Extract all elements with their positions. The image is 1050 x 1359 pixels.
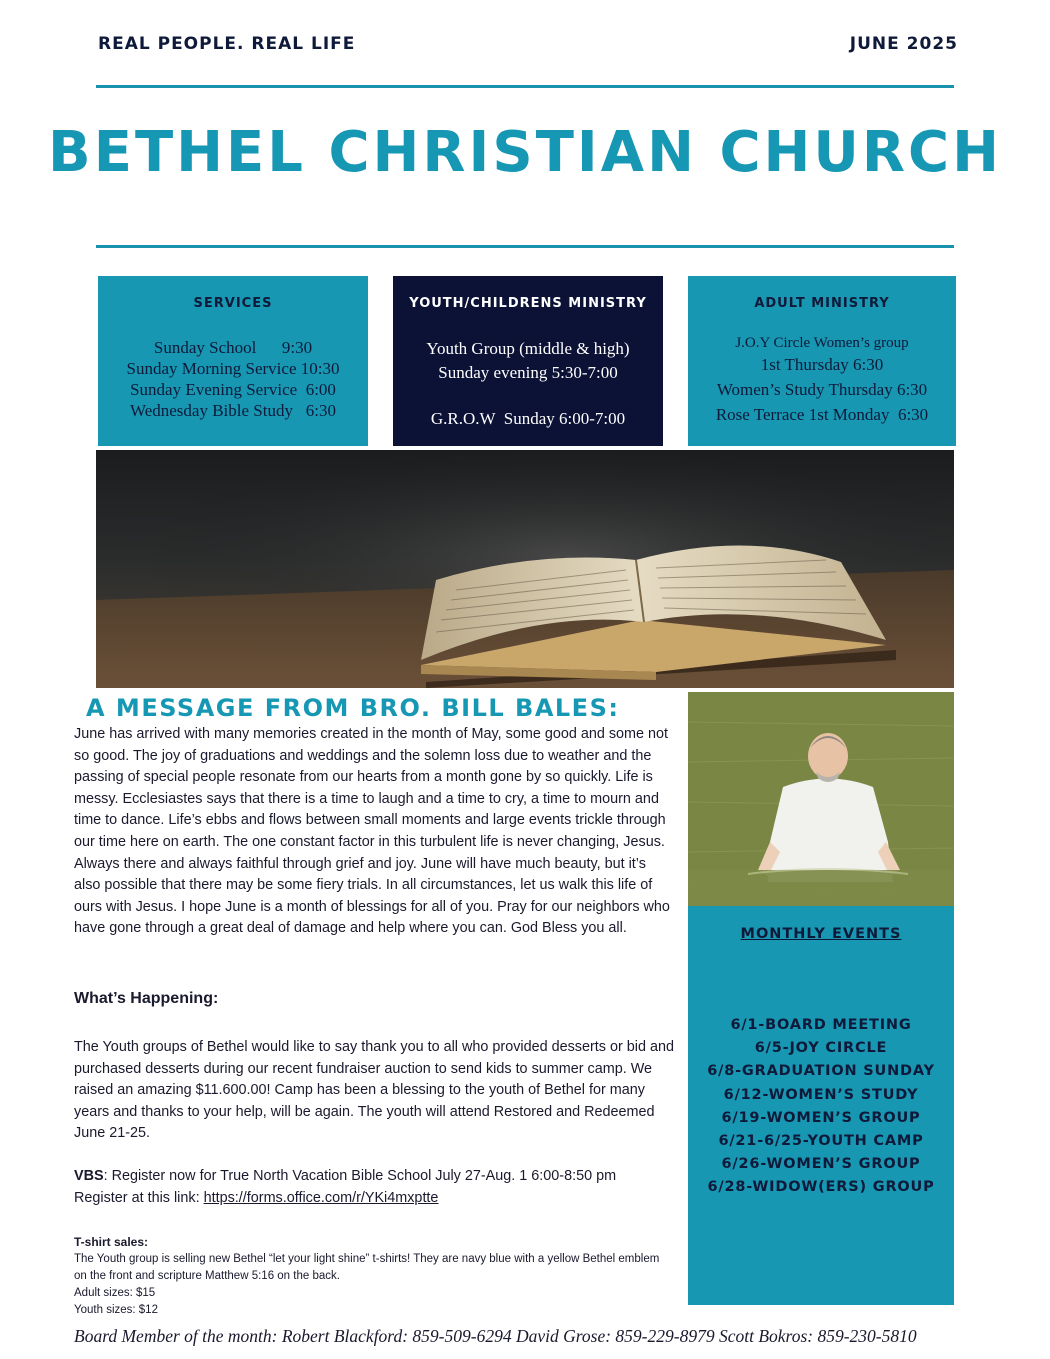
board-members-footer: Board Member of the month: Robert Blackford: 859-509-6294 David Grose: 859-229-8979 Scott Bokros: 859-230-5810 [74, 1326, 917, 1346]
tshirt-youth-price: Youth sizes: $12 [74, 1304, 158, 1316]
vbs-line [74, 1165, 684, 1187]
tshirt-section [74, 1234, 674, 1319]
events-list [688, 1014, 954, 1200]
event-item: 6/12-WOMEN’S STUDY [723, 1086, 919, 1103]
pastor-baptism-illustration [688, 692, 954, 906]
register-line [74, 1187, 684, 1209]
adult-ministry-box [688, 276, 956, 446]
event-item: 6/19-WOMEN’S GROUP [721, 1109, 921, 1126]
adult-list [688, 333, 956, 425]
services-heading: SERVICES [193, 296, 273, 311]
monthly-events-box [688, 906, 954, 1305]
youth-line: Youth Group (middle & high) [426, 339, 630, 358]
youth-ministry-box [393, 276, 663, 446]
event-item: 6/1-BOARD MEETING [730, 1017, 912, 1033]
grow-line: G.R.O.W Sunday 6:00-7:00 [430, 409, 626, 428]
adult-line: Rose Terrace 1st Monday 6:30 [715, 405, 929, 424]
tagline: REAL PEOPLE. REAL LIFE [98, 34, 356, 54]
event-item: 6/26-WOMEN’S GROUP [721, 1156, 921, 1173]
services-box [98, 276, 368, 446]
adult-line: Women’s Study Thursday 6:30 [716, 380, 928, 399]
page-title: BETHEL CHRISTIAN CHURCH [48, 120, 1002, 185]
youth-line: Sunday evening 5:30-7:00 [438, 363, 618, 382]
whats-happening-heading: What’s Happening: [74, 990, 219, 1007]
event-item: 6/28-WIDOW(ERS) GROUP [707, 1179, 935, 1196]
message-body: June has arrived with many memories created in the month of May, some good and some not so good. The joy of graduations and weddings and the solemn loss due to weather and the passing of special people resonate from our hearts from a month gone by so quickly. Life is messy. Ecclesiastes says that there is a time to laugh and a time to cry, a time to mourn and time to dance. Life’s ebbs and flows between small moments and large events trickle through our time here on earth. The one constant factor in this turbulent life is never changing, Jesus. Always there and always faithful through grief and joy. June will have much beauty, but it’s also possible that there may be some fiery trials. In all circumstances, let us walk this life of ours with Jesus. I hope June is a month of blessings for all of you. Pray for our neighbors who have gone through a great deal of damage and help where you can. God Bless you all. [74, 726, 670, 937]
event-item: 6/21-6/25-YOUTH CAMP [718, 1133, 924, 1150]
issue-date: JUNE 2025 [849, 34, 958, 54]
tshirt-body: The Youth group is selling new Bethel “let your light shine” t-shirts! They are navy blue with a yellow Bethel emblem on the front and scripture Matthew 5:16 on the back. [74, 1253, 660, 1282]
youth-list [393, 337, 663, 431]
top-divider [96, 85, 954, 88]
event-item: 6/8-GRADUATION SUNDAY [707, 1063, 935, 1080]
service-line: Sunday Morning Service 10:30 [126, 359, 340, 378]
register-link[interactable]: https://forms.office.com/r/YKi4mxptte [203, 1190, 439, 1206]
monthly-events-heading: MONTHLY EVENTS [740, 926, 902, 942]
adult-line: J.O.Y Circle Women’s group [735, 335, 909, 351]
pastor-photo [688, 692, 954, 906]
service-line: Wednesday Bible Study 6:30 [130, 401, 336, 420]
event-item: 6/5-JOY CIRCLE [754, 1040, 888, 1057]
message-heading: A MESSAGE FROM BRO. BILL BALES: [86, 694, 620, 722]
adult-heading: ADULT MINISTRY [754, 296, 890, 311]
youth-heading: YOUTH/CHILDRENS MINISTRY [409, 296, 647, 311]
title-divider [96, 245, 954, 248]
whats-happening-body: The Youth groups of Bethel would like to say thank you to all who provided desserts or bid and purchased desserts during our recent fundraiser auction to send kids to summer camp. We raised an amazing $11.600.00! Camp has been a blessing to the youth of Bethel for many years and thanks to your help, will be again. The youth will attend Restored and Redeemed June 21-25. [74, 1039, 674, 1142]
register-text: Register at this link: [74, 1190, 204, 1206]
tshirt-adult-price: Adult sizes: $15 [74, 1287, 156, 1299]
services-list [98, 337, 368, 421]
tshirt-heading: T-shirt sales: [74, 1235, 149, 1249]
vbs-label: VBS [74, 1168, 104, 1184]
bible-illustration [96, 450, 954, 688]
vbs-text: : Register now for True North Vacation Bible School July 27-Aug. 1 6:00-8:50 pm [103, 1168, 617, 1184]
service-line: Sunday School 9:30 [153, 338, 313, 357]
adult-line: 1st Thursday 6:30 [760, 355, 884, 374]
service-line: Sunday Evening Service 6:00 [130, 380, 336, 399]
open-bible-image [96, 450, 954, 688]
vbs-section [74, 1165, 684, 1209]
